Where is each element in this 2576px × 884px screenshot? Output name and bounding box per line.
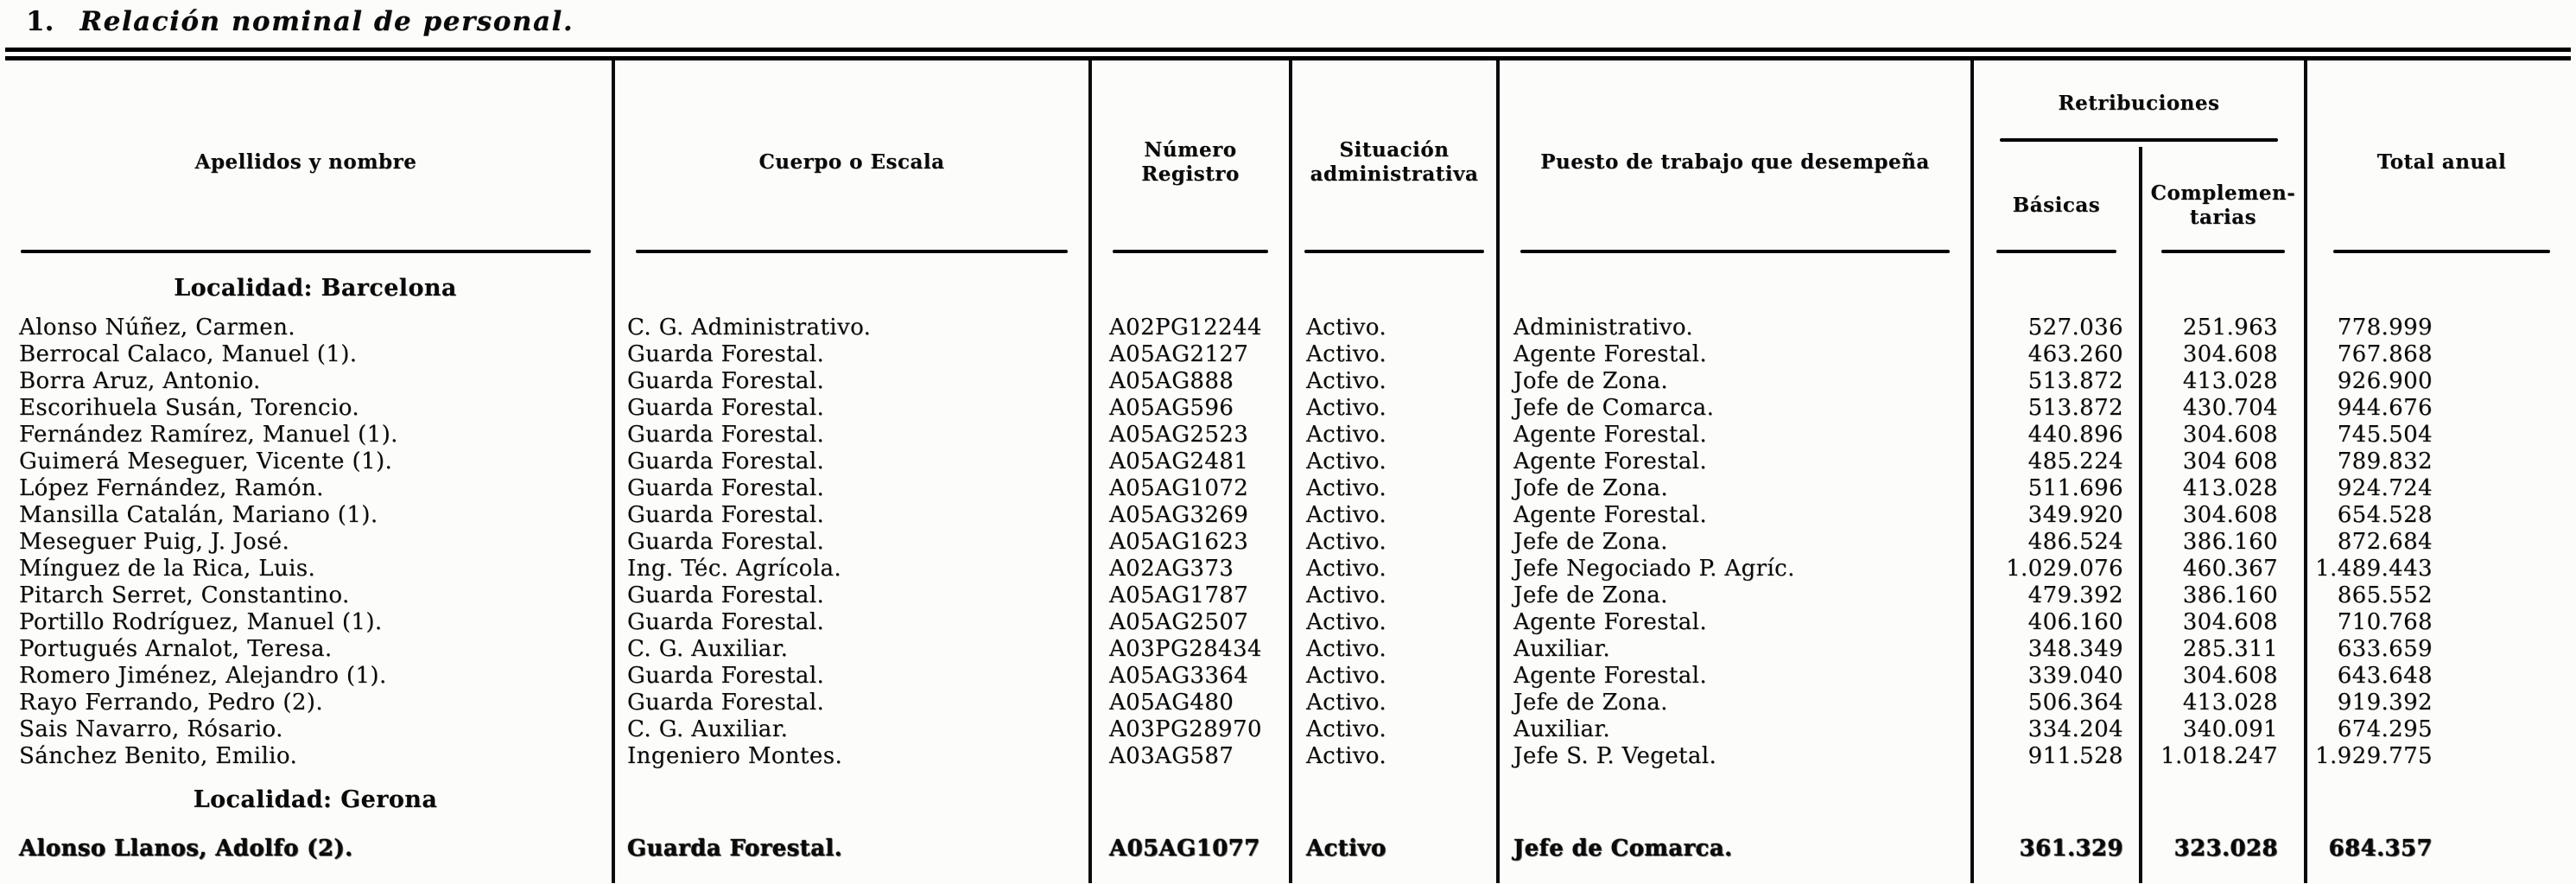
empty-cell [1291, 866, 1498, 883]
cell-complementarias: 304 608 [2141, 448, 2306, 474]
cell-basicas: 486.524 [1972, 528, 2141, 555]
cell-apellidos: Borra Aruz, Antonio. [0, 367, 613, 394]
cell-apellidos: López Fernández, Ramón. [0, 474, 613, 501]
cell-cuerpo: Ingeniero Montes. [613, 742, 1090, 769]
cell-cuerpo: Guarda Forestal. [613, 528, 1090, 555]
cell-puesto: Auxiliar. [1498, 715, 1972, 742]
cell-situacion: Activo. [1291, 715, 1498, 742]
document-title [0, 0, 2576, 41]
cell-total: 654.528 [2337, 501, 2433, 528]
cell-complementarias: 340.091 [2141, 715, 2306, 742]
cell-apellidos: Pitarch Serret, Constantino. [0, 582, 613, 608]
cell-registro: A05AG2481 [1090, 448, 1291, 474]
cell-apellidos: Portugués Arnalot, Teresa. [0, 635, 613, 662]
cell-total: 789.832 [2337, 448, 2433, 474]
column-header-registro [1090, 60, 1291, 264]
empty-cell [1291, 264, 1498, 314]
cell-total: 872.684 [2337, 528, 2433, 555]
cell-total: 745.504 [2337, 421, 2433, 448]
header-underline [1520, 250, 1950, 253]
cell-total: 643.648 [2337, 662, 2433, 689]
empty-cell [2306, 264, 2576, 314]
cell-total: 944.676 [2337, 394, 2433, 421]
header-underline [1996, 250, 2116, 253]
cell-basicas: 406.160 [1972, 608, 2141, 635]
cell-basicas: 911.528 [1972, 742, 2141, 769]
cell-apellidos: Rayo Ferrando, Pedro (2). [0, 689, 613, 715]
section-number: 1. [26, 6, 54, 37]
cell-registro: A05AG3269 [1090, 501, 1291, 528]
table-row [0, 608, 2576, 635]
header-underline [21, 250, 591, 253]
table-row [0, 662, 2576, 689]
cell-total: 633.659 [2337, 635, 2433, 662]
column-header-cuerpo [613, 60, 1090, 264]
cell-cuerpo: C. G. Administrativo. [613, 314, 1090, 340]
cell-cuerpo: Guarda Forestal. [613, 831, 1090, 866]
cell-registro: A03PG28434 [1090, 635, 1291, 662]
empty-cell [2141, 769, 2306, 831]
empty-cell [1972, 264, 2141, 314]
cell-apellidos: Meseguer Puig, J. José. [0, 528, 613, 555]
cell-puesto: Jefe de Zona. [1498, 528, 1972, 555]
column-header-label: Total anual [2376, 149, 2507, 174]
cell-basicas: 506.364 [1972, 689, 2141, 715]
cell-registro: A05AG1787 [1090, 582, 1291, 608]
cell-complementarias: 304.608 [2141, 662, 2306, 689]
cell-apellidos: Mínguez de la Rica, Luis. [0, 555, 613, 582]
cell-apellidos: Alonso Núñez, Carmen. [0, 314, 613, 340]
column-header-basicas [1972, 147, 2141, 264]
cell-complementarias: 304.608 [2141, 421, 2306, 448]
empty-cell [1291, 769, 1498, 831]
cell-complementarias: 304.608 [2141, 608, 2306, 635]
cell-complementarias: 413.028 [2141, 367, 2306, 394]
filler-row [0, 866, 2576, 883]
cell-puesto: Jefe de Comarca. [1498, 394, 1972, 421]
column-header-label: Puesto de trabajo que desempeña [1540, 149, 1930, 174]
cell-registro: A05AG1072 [1090, 474, 1291, 501]
cell-complementarias: 304.608 [2141, 340, 2306, 367]
cell-apellidos: Fernández Ramírez, Manuel (1). [0, 421, 613, 448]
table-row [0, 448, 2576, 474]
cell-total: 710.768 [2337, 608, 2433, 635]
table-body [0, 264, 2576, 883]
cell-basicas: 479.392 [1972, 582, 2141, 608]
cell-apellidos: Alonso Llanos, Adolfo (2). [0, 831, 613, 866]
column-header-label: Retribuciones [2058, 92, 2220, 115]
column-header-label: Número Registro [1141, 137, 1240, 186]
cell-puesto: Agente Forestal. [1498, 340, 1972, 367]
cell-puesto: Agente Forestal. [1498, 501, 1972, 528]
cell-cuerpo: Guarda Forestal. [613, 582, 1090, 608]
cell-cuerpo: Guarda Forestal. [613, 689, 1090, 715]
table-row [0, 635, 2576, 662]
header-underline [636, 250, 1068, 253]
column-header-label: Complemen- tarias [2150, 181, 2296, 229]
cell-total: 926.900 [2337, 367, 2433, 394]
cell-total: 767.868 [2337, 340, 2433, 367]
personnel-table [0, 60, 2576, 883]
cell-puesto: Auxiliar. [1498, 635, 1972, 662]
cell-complementarias: 386.160 [2141, 582, 2306, 608]
cell-apellidos: Mansilla Catalán, Mariano (1). [0, 501, 613, 528]
column-header-label: Básicas [2012, 193, 2101, 217]
cell-situacion: Activo. [1291, 662, 1498, 689]
empty-cell [1498, 866, 1972, 883]
column-header-complementarias [2141, 147, 2306, 264]
column-header-label: Situación administrativa [1310, 137, 1479, 186]
cell-apellidos: Sánchez Benito, Emilio. [0, 742, 613, 769]
cell-basicas: 334.204 [1972, 715, 2141, 742]
cell-cuerpo: C. G. Auxiliar. [613, 635, 1090, 662]
cell-situacion: Activo. [1291, 448, 1498, 474]
empty-cell [2141, 866, 2306, 883]
cell-basicas: 511.696 [1972, 474, 2141, 501]
column-header-label: Cuerpo o Escala [758, 149, 945, 174]
cell-cuerpo: Ing. Téc. Agrícola. [613, 555, 1090, 582]
cell-registro: A03PG28970 [1090, 715, 1291, 742]
cell-apellidos: Berrocal Calaco, Manuel (1). [0, 340, 613, 367]
header-underline [2161, 250, 2285, 253]
table-row [0, 394, 2576, 421]
cell-puesto: Jofe de Zona. [1498, 367, 1972, 394]
cell-registro: A05AG2127 [1090, 340, 1291, 367]
empty-cell [1090, 866, 1291, 883]
double-horizontal-rule [5, 48, 2571, 60]
locality-label: Localidad: Barcelona [0, 264, 613, 314]
cell-puesto: Jefe de Zona. [1498, 582, 1972, 608]
cell-puesto: Jefe Negociado P. Agríc. [1498, 555, 1972, 582]
table-row [0, 831, 2576, 866]
cell-registro: A05AG596 [1090, 394, 1291, 421]
header-underline [1304, 250, 1484, 253]
cell-situacion: Activo. [1291, 474, 1498, 501]
cell-complementarias: 413.028 [2141, 689, 2306, 715]
empty-cell [2306, 769, 2576, 831]
cell-puesto: Agente Forestal. [1498, 608, 1972, 635]
empty-cell [1498, 264, 1972, 314]
cell-cuerpo: C. G. Auxiliar. [613, 715, 1090, 742]
cell-cuerpo: Guarda Forestal. [613, 501, 1090, 528]
cell-situacion: Activo. [1291, 608, 1498, 635]
cell-cuerpo: Guarda Forestal. [613, 421, 1090, 448]
cell-basicas: 527.036 [1972, 314, 2141, 340]
cell-cuerpo: Guarda Forestal. [613, 662, 1090, 689]
cell-puesto: Agente Forestal. [1498, 662, 1972, 689]
cell-registro: A05AG2507 [1090, 608, 1291, 635]
locality-row [0, 769, 2576, 831]
locality-row [0, 264, 2576, 314]
cell-apellidos: Sais Navarro, Rósario. [0, 715, 613, 742]
cell-registro: A05AG1623 [1090, 528, 1291, 555]
cell-complementarias: 413.028 [2141, 474, 2306, 501]
empty-cell [1972, 866, 2141, 883]
table-row [0, 742, 2576, 769]
cell-total: 1.929.775 [2315, 742, 2433, 769]
cell-cuerpo: Guarda Forestal. [613, 367, 1090, 394]
cell-basicas: 348.349 [1972, 635, 2141, 662]
cell-registro: A05AG3364 [1090, 662, 1291, 689]
cell-situacion: Activo. [1291, 394, 1498, 421]
cell-total: 1.489.443 [2315, 555, 2433, 582]
table-row [0, 474, 2576, 501]
cell-cuerpo: Guarda Forestal. [613, 394, 1090, 421]
cell-basicas: 1.029.076 [1972, 555, 2141, 582]
cell-registro: A05AG1077 [1090, 831, 1291, 866]
cell-total: 684.357 [2328, 836, 2433, 862]
cell-basicas: 339.040 [1972, 662, 2141, 689]
empty-cell [1090, 769, 1291, 831]
cell-basicas: 513.872 [1972, 367, 2141, 394]
empty-cell [613, 264, 1090, 314]
column-header-apellidos [0, 60, 613, 264]
cell-situacion: Activo. [1291, 689, 1498, 715]
cell-situacion: Activo. [1291, 501, 1498, 528]
cell-total: 778.999 [2337, 314, 2433, 340]
table-header [0, 60, 2576, 264]
column-header-puesto [1498, 60, 1972, 264]
cell-situacion: Activo. [1291, 367, 1498, 394]
cell-situacion: Activo. [1291, 635, 1498, 662]
cell-puesto: Jefe de Comarca. [1498, 831, 1972, 866]
cell-cuerpo: Guarda Forestal. [613, 448, 1090, 474]
empty-cell [2306, 866, 2576, 883]
cell-basicas: 440.896 [1972, 421, 2141, 448]
table-row [0, 715, 2576, 742]
table-row [0, 340, 2576, 367]
table-row [0, 367, 2576, 394]
table-row [0, 582, 2576, 608]
cell-situacion: Activo. [1291, 528, 1498, 555]
cell-complementarias: 285.311 [2141, 635, 2306, 662]
header-underline [2333, 250, 2550, 253]
cell-situacion: Activo. [1291, 555, 1498, 582]
cell-complementarias: 1.018.247 [2141, 742, 2306, 769]
cell-situacion: Activo. [1291, 314, 1498, 340]
cell-puesto: Agente Forestal. [1498, 448, 1972, 474]
cell-complementarias: 323.028 [2141, 831, 2306, 866]
empty-cell [613, 769, 1090, 831]
table-row [0, 555, 2576, 582]
cell-total: 674.295 [2337, 715, 2433, 742]
cell-basicas: 349.920 [1972, 501, 2141, 528]
cell-cuerpo: Guarda Forestal. [613, 608, 1090, 635]
cell-apellidos: Portillo Rodríguez, Manuel (1). [0, 608, 613, 635]
cell-apellidos: Romero Jiménez, Alejandro (1). [0, 662, 613, 689]
cell-situacion: Activo. [1291, 582, 1498, 608]
empty-cell [613, 866, 1090, 883]
page-title: Relación nominal de personal. [79, 6, 574, 37]
cell-basicas: 463.260 [1972, 340, 2141, 367]
cell-registro: A05AG2523 [1090, 421, 1291, 448]
empty-cell [1498, 769, 1972, 831]
cell-puesto: Administrativo. [1498, 314, 1972, 340]
cell-registro: A03AG587 [1090, 742, 1291, 769]
table-row [0, 689, 2576, 715]
empty-cell [1090, 264, 1291, 314]
header-underline [2000, 138, 2278, 142]
cell-basicas: 513.872 [1972, 394, 2141, 421]
table-row [0, 501, 2576, 528]
cell-situacion: Activo. [1291, 340, 1498, 367]
table-row [0, 528, 2576, 555]
cell-situacion: Activo. [1291, 742, 1498, 769]
cell-registro: A05AG480 [1090, 689, 1291, 715]
cell-registro: A02AG373 [1090, 555, 1291, 582]
empty-cell [0, 866, 613, 883]
empty-cell [2141, 264, 2306, 314]
cell-complementarias: 386.160 [2141, 528, 2306, 555]
cell-cuerpo: Guarda Forestal. [613, 474, 1090, 501]
column-header-situacion [1291, 60, 1498, 264]
cell-registro: A05AG888 [1090, 367, 1291, 394]
cell-puesto: Jefe de Zona. [1498, 689, 1972, 715]
cell-apellidos: Escorihuela Susán, Torencio. [0, 394, 613, 421]
column-header-label: Apellidos y nombre [194, 149, 417, 174]
cell-basicas: 361.329 [1972, 831, 2141, 866]
header-underline [1113, 250, 1268, 253]
cell-puesto: Jefe S. P. Vegetal. [1498, 742, 1972, 769]
cell-total: 924.724 [2337, 474, 2433, 501]
cell-registro: A02PG12244 [1090, 314, 1291, 340]
cell-puesto: Agente Forestal. [1498, 421, 1972, 448]
cell-complementarias: 460.367 [2141, 555, 2306, 582]
cell-complementarias: 304.608 [2141, 501, 2306, 528]
cell-total: 919.392 [2337, 689, 2433, 715]
cell-cuerpo: Guarda Forestal. [613, 340, 1090, 367]
cell-basicas: 485.224 [1972, 448, 2141, 474]
empty-cell [1972, 769, 2141, 831]
column-header-total [2306, 60, 2576, 264]
cell-situacion: Activo. [1291, 421, 1498, 448]
cell-complementarias: 430.704 [2141, 394, 2306, 421]
cell-apellidos: Guimerá Meseguer, Vicente (1). [0, 448, 613, 474]
table-row [0, 421, 2576, 448]
table-row [0, 314, 2576, 340]
cell-complementarias: 251.963 [2141, 314, 2306, 340]
cell-total: 865.552 [2337, 582, 2433, 608]
cell-puesto: Jofe de Zona. [1498, 474, 1972, 501]
cell-situacion: Activo [1291, 831, 1498, 866]
locality-label: Localidad: Gerona [0, 769, 613, 831]
column-header-retribuciones [1972, 60, 2306, 147]
